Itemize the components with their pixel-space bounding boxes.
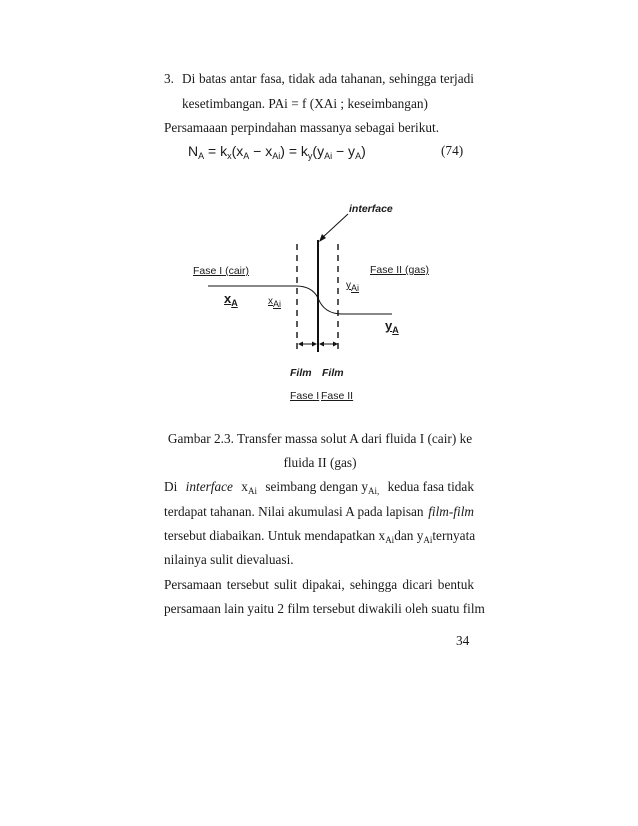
- paragraph2-line-2: persamaan lain yaitu 2 film tersebut diwakili oleh suatu film: [164, 601, 485, 616]
- yai-label: $y_{Ai}$: [346, 280, 360, 293]
- page-number: 34: [456, 633, 470, 648]
- film2-label: Film: [322, 367, 344, 379]
- fase1-label: Fase I: [290, 390, 320, 402]
- figure-caption-line-1: Gambar 2.3. Transfer massa solut A dari fluida I (cair) ke: [167, 431, 473, 446]
- paragraph1-line-3: tersebut diabaikan. Untuk mendapatkan $x_{Ai}$ dan $y_{Ai}$ ternyata: [164, 528, 476, 545]
- list-number: 3.: [164, 71, 174, 86]
- equation-number: (74): [441, 143, 464, 158]
- list-item-line-1: Di batas antar fasa, tidak ada tahanan, sehingga terjadi: [182, 71, 474, 86]
- interface-arrow: [322, 214, 348, 238]
- figure-caption-line-2: fluida II (gas): [283, 455, 357, 470]
- list-item-line-2: kesetimbangan. PAi = f (XAi ; keseimbangan): [182, 96, 428, 111]
- fase2-label: Fase II: [321, 390, 354, 402]
- gas-profile-curve: [318, 298, 392, 314]
- intro-sentence: Persamaaan perpindahan massanya sebagai berikut.: [164, 120, 440, 135]
- film1-label: Film: [290, 367, 312, 379]
- phase2-label: Fase II (gas): [370, 264, 429, 276]
- interface-label: interface: [349, 203, 393, 215]
- paragraph1-line-1: Di interface $x_{Ai}$ seimbang dengan $y_{Ai,}$ kedua fasa tidak: [164, 479, 474, 496]
- xai-label: $x_{Ai}$: [268, 296, 282, 309]
- paragraph1-line-4: nilainya sulit dievaluasi.: [164, 552, 294, 567]
- xa-label: $x_A$: [224, 291, 238, 308]
- paragraph1-line-2: terdapat tahanan. Nilai akumulasi A pada lapisan film-film: [164, 504, 474, 519]
- ya-label: $y_A$: [385, 318, 399, 335]
- equation: $N_A = k_x(x_A - x_{Ai}) = k_y(y_{Ai} - y_A)$: [188, 143, 366, 161]
- phase1-label: Fase I (cair): [193, 265, 250, 277]
- paragraph2-line-1: Persamaan tersebut sulit dipakai, sehingga dicari bentuk: [164, 577, 474, 592]
- interface-arrowhead: [319, 234, 326, 242]
